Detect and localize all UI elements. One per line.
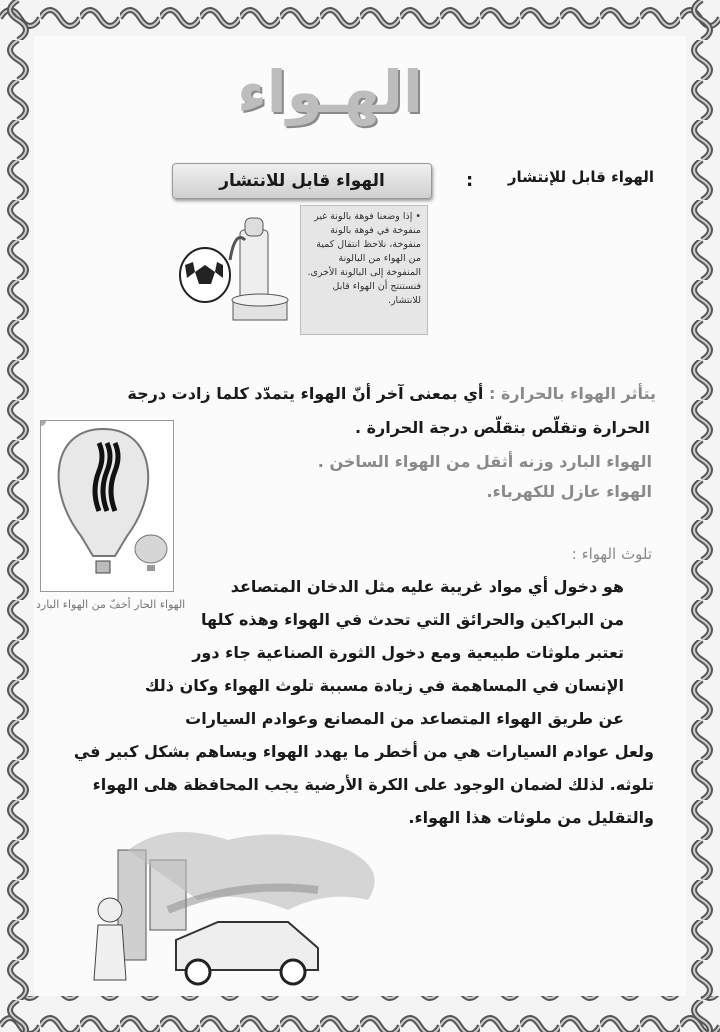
balloon-caption: الهواء الحار أخفّ من الهواء البارد [36,598,186,611]
page-title: الهـواء [237,58,423,126]
heat-line-4: الهواء عازل للكهرباء. [486,482,652,501]
heat-line-1-text: أي بمعنى آخر أنّ الهواء يتمدّد كلما زادت درجة [127,384,484,403]
pollution-line: من البراكين والحرائق التي تحدث في الهواء وهذه كلها [200,610,624,629]
heat-label: يتأثر الهواء بالحرارة : [488,384,656,403]
heat-line-2: الحرارة وتقلّص بتقلّص درجة الحرارة . [354,418,650,437]
pollution-line: تلوثه. لذلك لضمان الوجود على الكرة الأرضية يجب المحافظة هلى الهواء [92,775,654,794]
diffusion-label: الهواء قابل للإنتشار [507,168,654,186]
pollution-line: تعتبر ملوثات طبيعية ومع دخول الثورة الصناعية جاء دور [192,643,624,662]
diffusion-banner: الهواء قابل للانتشار [172,163,432,199]
pollution-illustration [88,830,398,990]
pollution-line: عن طريق الهواء المتصاعد من المصانع وعوادم السيارات [185,709,624,728]
pollution-heading: تلوث الهواء : [571,545,652,563]
diffusion-colon: : [466,170,474,191]
balloon-experiment-illustration [175,210,295,335]
diffusion-note: • إذا وضعنا فوهة بالونة غير منفوخة في فوهة بالونة منفوخة، نلاحظ انتقال كمية من الهواء من البالونة المنفوخة إلى البالونة الأخرى. فنستنتج أن الهواء قابل للانتشار. [300,205,428,335]
pollution-line: الإنسان في المساهمة في زيادة مسببة تلوث الهواء وكان ذلك [144,676,624,695]
pollution-line: ولعل عوادم السيارات هي من أخطر ما يهدد الهواء ويساهم بشكل كبير في [73,742,654,761]
heat-line-1 [127,384,656,403]
pollution-line: هو دخول أي مواد غريبة عليه مثل الدخان المتصاعد [230,577,624,596]
hot-air-balloon-illustration [40,420,174,592]
pollution-line: والتقليل من ملوثات هذا الهواء. [408,808,654,827]
heat-line-3: الهواء البارد وزنه أثقل من الهواء الساخن . [317,452,652,471]
